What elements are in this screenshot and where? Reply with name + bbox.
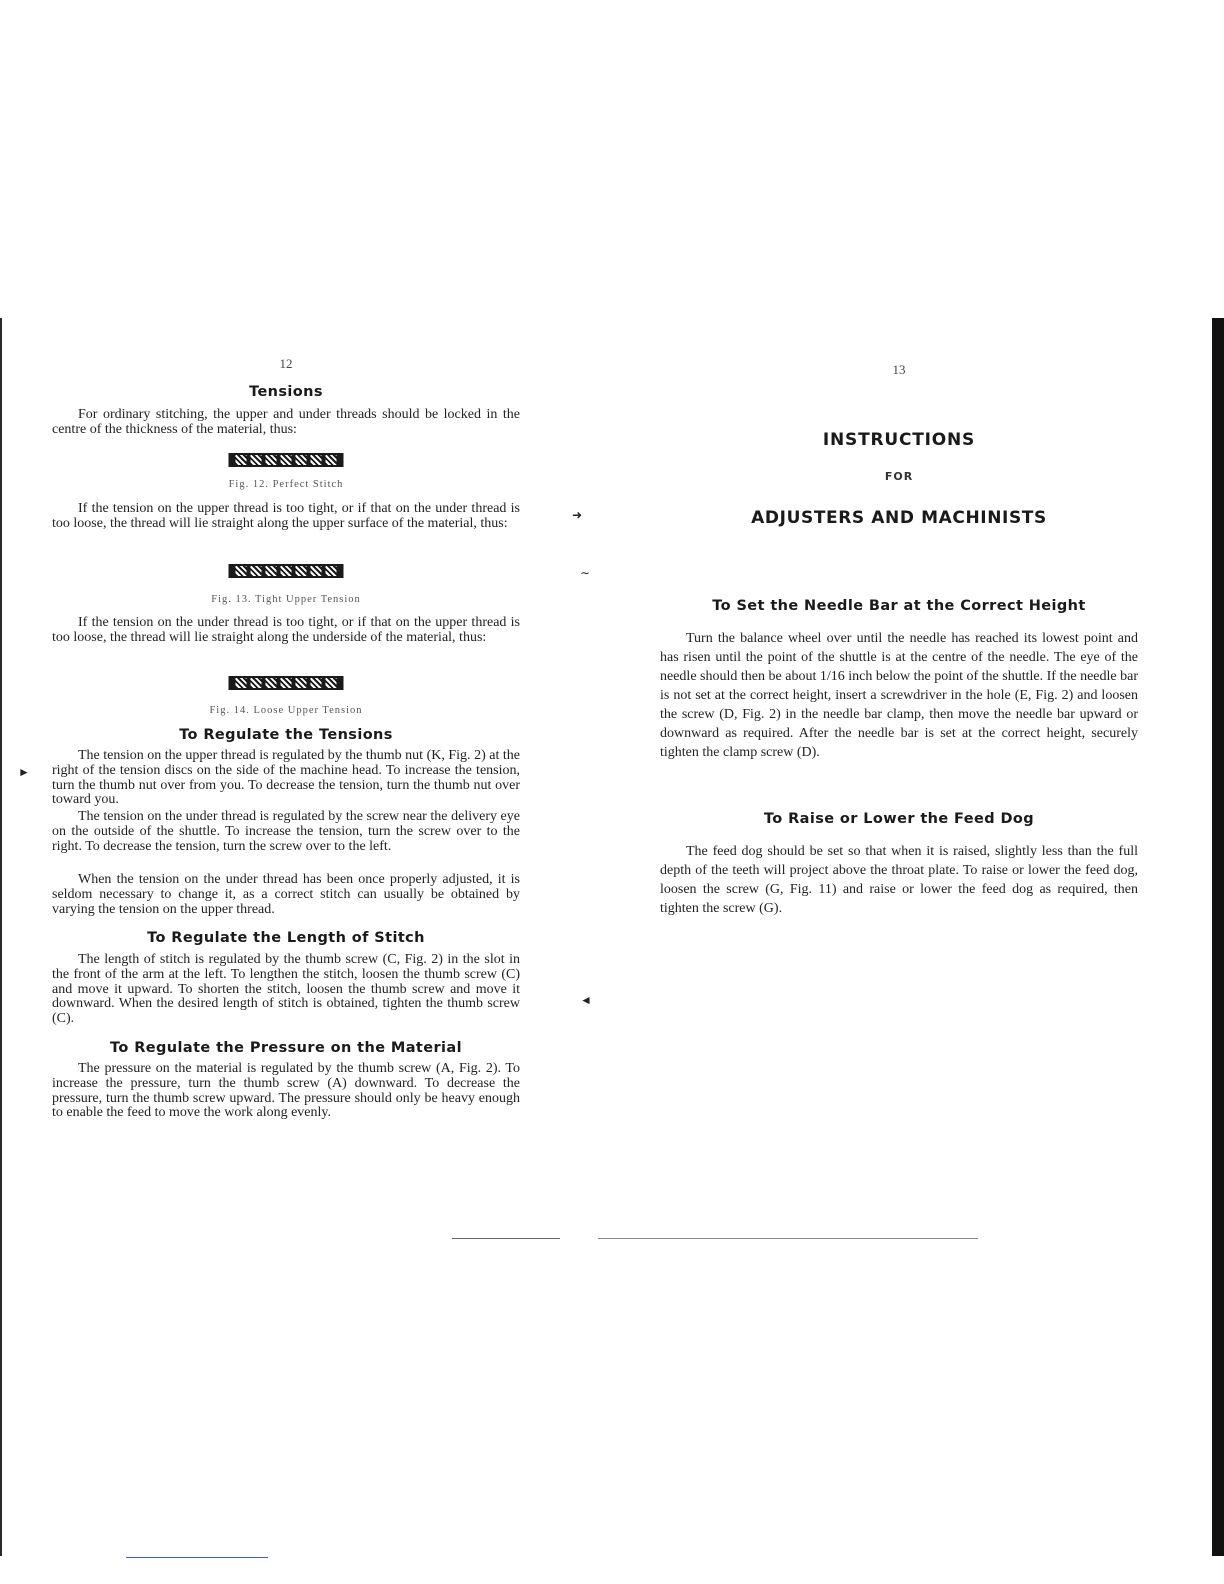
- caption-fig-12: Fig. 12. Perfect Stitch: [228, 479, 344, 490]
- title-for: FOR: [884, 470, 914, 483]
- page-number-right: 13: [892, 362, 906, 377]
- gutter-mark: ➜: [572, 508, 583, 522]
- paragraph-loose-upper: If the tension on the under thread is too tight, or if that on the upper thread is too loose, the thread will lie straight along the underside of the material, thus:: [52, 615, 520, 645]
- gutter-mark: ►: [18, 765, 30, 779]
- heading-regulate-tensions: To Regulate the Tensions: [179, 727, 393, 743]
- title-instructions: INSTRUCTIONS: [822, 430, 976, 450]
- paragraph-regulate-adjusted: When the tension on the under thread has been once properly adjusted, it is seldom necessary to change it, as a correct stitch can usually be obtained by varying the tension on the upper thread.: [52, 872, 520, 917]
- bottom-rule-left: [452, 1238, 560, 1239]
- paragraph-tight-upper: If the tension on the upper thread is too tight, or if that on the under thread is too loose, the thread will lie straight along the upper surface of the material, thus:: [52, 501, 520, 531]
- title-adjusters-machinists: ADJUSTERS AND MACHINISTS: [751, 508, 1047, 528]
- figure-perfect-stitch: [229, 453, 344, 467]
- paragraph-needle-bar: Turn the balance wheel over until the needle has reached its lowest point and has risen until the point of the shuttle is at the centre of the needle. The eye of the needle should then be about 1/16 inch below the point of the shuttle. If the needle bar is not set at the correct height, insert a screwdriver in the hole (E, Fig. 2) and loosen the screw (D, Fig. 2) in the needle bar clamp, then move the needle bar upward or downward as required. After the needle bar is set at the correct height, securely tighten the clamp screw (D).: [660, 631, 1138, 760]
- paragraph-feed-dog: The feed dog should be set so that when it is raised, slightly less than the full depth of the teeth will project above the throat plate. To raise or lower the feed dog, loosen the screw (G, Fig. 11) and raise or lower the feed dog as required, then tighten the screw (G).: [660, 844, 1138, 916]
- heading-pressure: To Regulate the Pressure on the Material: [110, 1040, 462, 1056]
- paragraph-regulate-upper: The tension on the upper thread is regulated by the thumb nut (K, Fig. 2) at the right of the tension discs on the side of the machine head. To increase the tension, turn the thumb nut over from you. To decrease the tension, turn the thumb nut over toward you.: [52, 748, 520, 808]
- caption-fig-14: Fig. 14. Loose Upper Tension: [209, 705, 363, 716]
- heading-needle-bar: To Set the Needle Bar at the Correct Height: [712, 598, 1086, 614]
- figure-loose-upper-tension: [229, 676, 344, 690]
- paragraph-length: The length of stitch is regulated by the thumb screw (C, Fig. 2) in the slot in the front of the arm at the left. To lengthen the stitch, loosen the thumb screw (C) and move it upward. To shorten the stitch, loosen the thumb screw and move it downward. When the desired length of stitch is obtained, tighten the thumb screw (C).: [52, 952, 520, 1027]
- scan-left-edge: [0, 318, 2, 1556]
- figure-tight-upper-tension: [229, 564, 344, 578]
- paragraph-intro: For ordinary stitching, the upper and under threads should be locked in the centre of the thickness of the material, thus:: [52, 407, 520, 437]
- paragraph-pressure: The pressure on the material is regulated by the thumb screw (A, Fig. 2). To increase the pressure, turn the thumb screw (A) downward. To decrease the pressure, turn the thumb screw upward. The pressure should only be heavy enough to enable the feed to move the work along evenly.: [52, 1061, 520, 1121]
- gutter-mark: ◄: [580, 993, 592, 1007]
- gutter-mark: ∼: [580, 566, 591, 580]
- bottom-blue-line: [126, 1557, 268, 1558]
- bottom-rule-right: [598, 1238, 978, 1239]
- heading-feed-dog: To Raise or Lower the Feed Dog: [763, 811, 1035, 827]
- caption-fig-13: Fig. 13. Tight Upper Tension: [211, 594, 361, 605]
- page-number-left: 12: [279, 356, 293, 371]
- paragraph-regulate-under: The tension on the under thread is regulated by the screw near the delivery eye on the outside of the shuttle. To increase the tension, turn the screw over to the right. To decrease the tension, turn the screw over to the left.: [52, 809, 520, 854]
- heading-tensions: Tensions: [249, 384, 323, 400]
- heading-length-of-stitch: To Regulate the Length of Stitch: [147, 930, 425, 946]
- scan-right-edge: [1212, 318, 1224, 1556]
